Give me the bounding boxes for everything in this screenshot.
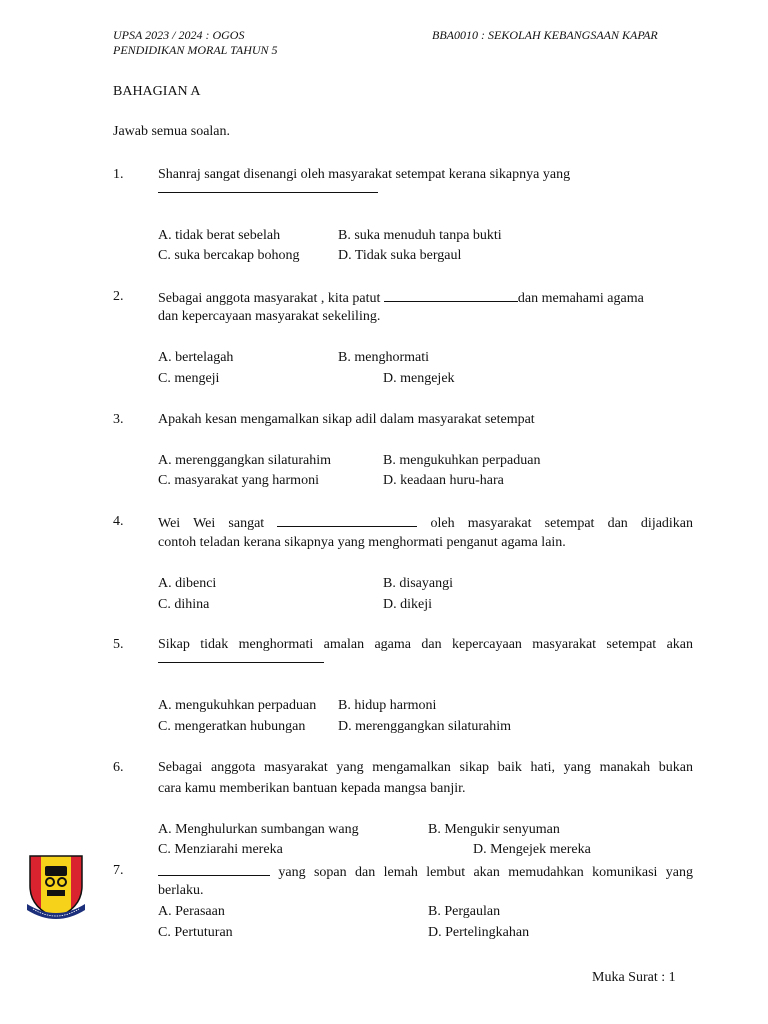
question-text-line2: dan kepercayaan masyarakat sekeliling. bbox=[158, 309, 381, 324]
option-c: C. mengeji bbox=[158, 371, 220, 386]
option-d: D. keadaan huru-hara bbox=[383, 473, 504, 488]
answer-blank bbox=[384, 289, 518, 302]
question-number: 1. bbox=[113, 167, 124, 182]
page-number: Muka Surat : 1 bbox=[592, 970, 676, 985]
question-number: 4. bbox=[113, 514, 124, 529]
question-text-part: Wei Wei sangat bbox=[158, 516, 265, 531]
option-b: B. disayangi bbox=[383, 576, 453, 591]
question-text bbox=[158, 289, 644, 307]
answer-blank bbox=[277, 514, 417, 527]
option-b: B. mengukuhkan perpaduan bbox=[383, 453, 541, 468]
question-number: 5. bbox=[113, 637, 124, 652]
question-text-part: Sebagai anggota masyarakat , kita patut bbox=[158, 291, 381, 306]
option-b: B. menghormati bbox=[338, 350, 429, 365]
question-text-line2: contoh teladan kerana sikapnya yang menghormati penganut agama lain. bbox=[158, 535, 566, 550]
option-b: B. Pergaulan bbox=[428, 904, 501, 919]
question-number: 6. bbox=[113, 760, 124, 775]
answer-blank bbox=[158, 863, 270, 876]
question-text-line2: berlaku. bbox=[158, 883, 204, 898]
question-text bbox=[158, 514, 693, 532]
question-text-line2: cara kamu memberikan bantuan kepada mangsa banjir. bbox=[158, 781, 466, 796]
option-c: C. suka bercakap bohong bbox=[158, 248, 300, 263]
question-number: 7. bbox=[113, 863, 124, 878]
answer-blank bbox=[158, 192, 378, 193]
option-d: D. dikeji bbox=[383, 597, 432, 612]
option-c: C. Menziarahi mereka bbox=[158, 842, 283, 857]
question-text: Sikap tidak menghormati amalan agama dan kepercayaan masyarakat setempat akan bbox=[158, 637, 693, 652]
option-c: C. Pertuturan bbox=[158, 925, 233, 940]
school-crest-logo bbox=[25, 852, 87, 924]
option-c: C. masyarakat yang harmoni bbox=[158, 473, 319, 488]
header-exam-code: UPSA 2023 / 2024 : OGOS bbox=[113, 28, 245, 42]
question-text-part: yang sopan dan lemah lembut akan memudahkan komunikasi yang bbox=[278, 865, 694, 880]
option-a: A. merenggangkan silaturahim bbox=[158, 453, 332, 468]
option-a: A. bertelagah bbox=[158, 350, 234, 365]
option-b: B. hidup harmoni bbox=[338, 698, 437, 713]
section-title: BAHAGIAN A bbox=[113, 84, 201, 99]
option-d: D. Tidak suka bergaul bbox=[338, 248, 462, 263]
question-text: Apakah kesan mengamalkan sikap adil dalam masyarakat setempat bbox=[158, 412, 535, 427]
option-d: D. mengejek bbox=[383, 371, 455, 386]
option-c: C. mengeratkan hubungan bbox=[158, 719, 306, 734]
option-c: C. dihina bbox=[158, 597, 210, 612]
option-a: A. Menghulurkan sumbangan wang bbox=[158, 822, 359, 837]
question-text: Sebagai anggota masyarakat yang mengamalkan sikap baik hati, yang manakah bukan bbox=[158, 760, 693, 775]
instruction: Jawab semua soalan. bbox=[113, 124, 231, 139]
option-d: D. Mengejek mereka bbox=[473, 842, 591, 857]
header-school: BBA0010 : SEKOLAH KEBANGSAAN KAPAR bbox=[432, 28, 658, 42]
option-b: B. Mengukir senyuman bbox=[428, 822, 560, 837]
header-subject: PENDIDIKAN MORAL TAHUN 5 bbox=[113, 43, 278, 57]
question-text: Shanraj sangat disenangi oleh masyarakat setempat kerana sikapnya yang bbox=[158, 167, 571, 182]
option-a: A. tidak berat sebelah bbox=[158, 228, 281, 243]
option-d: D. merenggangkan silaturahim bbox=[338, 719, 512, 734]
option-a: A. Perasaan bbox=[158, 904, 225, 919]
question-text-part: dan memahami agama bbox=[517, 291, 644, 306]
question-number: 2. bbox=[113, 289, 124, 304]
option-a: A. dibenci bbox=[158, 576, 217, 591]
option-a: A. mengukuhkan perpaduan bbox=[158, 698, 317, 713]
answer-blank bbox=[158, 662, 324, 663]
option-b: B. suka menuduh tanpa bukti bbox=[338, 228, 502, 243]
option-d: D. Pertelingkahan bbox=[428, 925, 530, 940]
question-text-part: oleh masyarakat setempat dan dijadikan bbox=[430, 516, 694, 531]
school-crest-icon bbox=[25, 852, 87, 924]
question-text bbox=[158, 863, 693, 881]
question-number: 3. bbox=[113, 412, 124, 427]
